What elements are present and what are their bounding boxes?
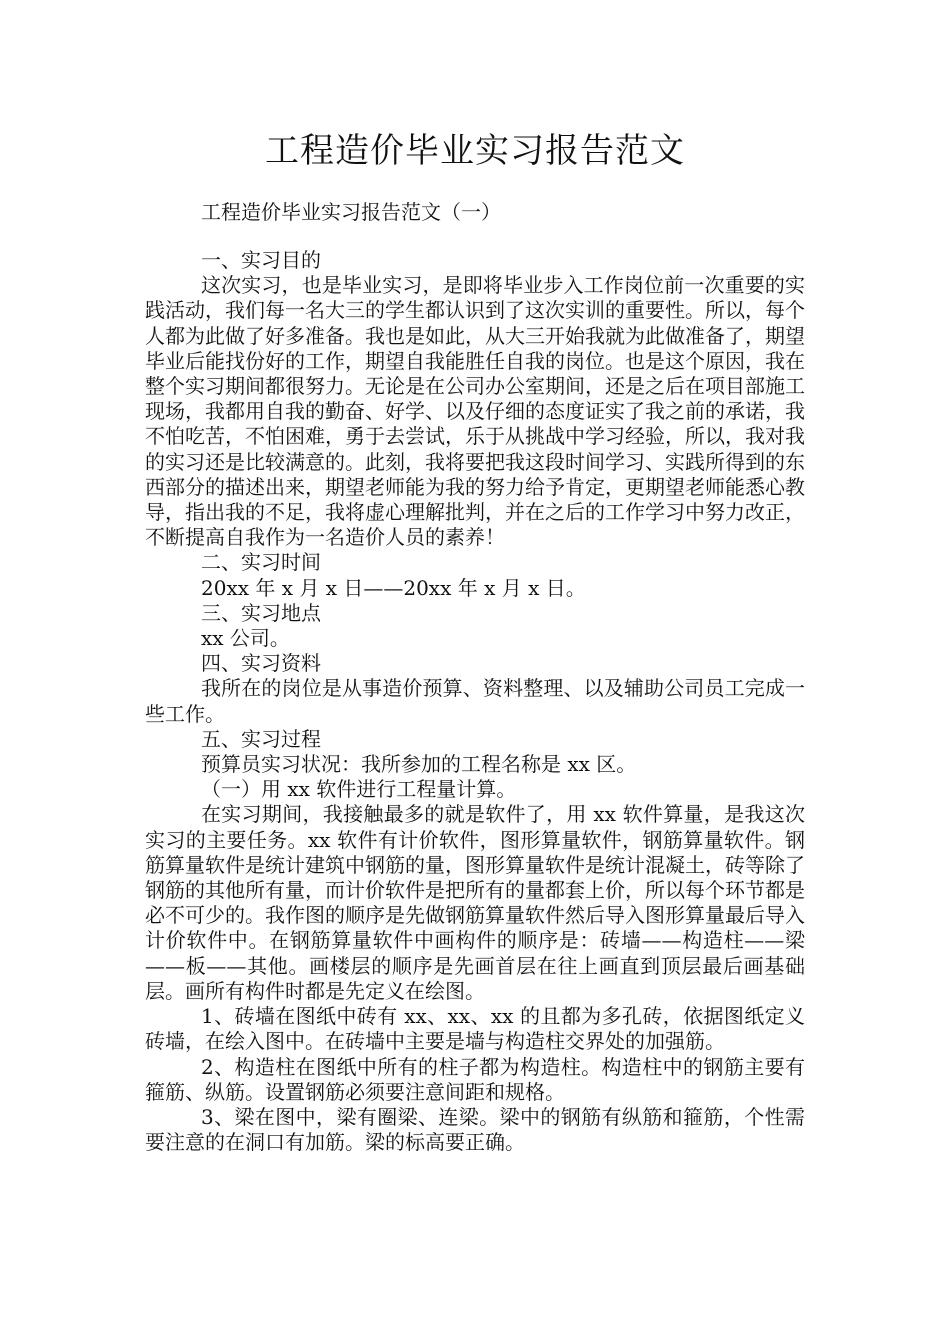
subsection-heading: （一）用 xx 软件进行工程量计算。 <box>201 777 517 802</box>
list-item: 1、砖墙在图纸中砖有 xx、xx、xx 的且都为多孔砖，依据图纸定义砖墙，在绘入图中。在砖墙中主要是墙与构造柱交界处的加强筋。 <box>145 1004 805 1054</box>
body-paragraph: xx 公司。 <box>201 626 290 651</box>
document-subtitle: 工程造价毕业实习报告范文（一） <box>201 200 501 224</box>
section-heading: 五、实习过程 <box>201 726 321 751</box>
document-text-region <box>145 248 805 1248</box>
body-paragraph: 我所在的岗位是从事造价预算、资料整理、以及辅助公司员工完成一些工作。 <box>145 676 805 726</box>
body-paragraph: 预算员实习状况：我所参加的工程名称是 xx 区。 <box>201 752 637 777</box>
document-title: 工程造价毕业实习报告范文 <box>265 131 685 171</box>
section-heading: 二、实习时间 <box>201 550 321 575</box>
document-body <box>145 248 805 1248</box>
section-heading: 四、实习资料 <box>201 651 321 676</box>
body-paragraph: 这次实习，也是毕业实习，是即将毕业步入工作岗位前一次重要的实践活动，我们每一名大三的学生都认识到了这次实训的重要性。所以，每个人都为此做了好多准备。我也是如此，从大三开始我就为此做准备了，期望毕业后能找份好的工作，期望自我能胜任自我的岗位。也是这个原因，我在整个实习期间都很努力。无论是在公司办公室期间，还是之后在项目部施工现场，我都用自我的勤奋、好学、以及仔细的态度证实了我之前的承诺，我不怕吃苦，不怕困难，勇于去尝试，乐于从挑战中学习经验，所以，我对我的实习还是比较满意的。此刻，我将要把我这段时间学习、实践所得到的东西部分的描述出来，期望老师能为我的努力给予肯定，更期望老师能悉心教导，指出我的不足，我将虚心理解批判，并在之后的工作学习中努力改正，不断提高自我作为一名造价人员的素养！ <box>145 273 805 550</box>
section-heading: 三、实习地点 <box>201 600 321 625</box>
body-paragraph: 20xx 年 x 月 x 日——20xx 年 x 月 x 日。 <box>201 575 586 600</box>
body-paragraph: 在实习期间，我接触最多的就是软件了，用 xx 软件算量，是我这次实习的主要任务。xx 软件有计价软件，图形算量软件，钢筋算量软件。钢筋算量软件是统计建筑中钢筋的量，图形算量软件是统计混凝土，砖等除了钢筋的其他所有量，而计价软件是把所有的量都套上价，所以每个环节都是必不可少的。我作图的顺序是先做钢筋算量软件然后导入图形算量最后导入计价软件中。在钢筋算量软件中画构件的顺序是：砖墙——构造柱——梁——板——其他。画楼层的顺序是先画首层在往上画直到顶层最后画基础层。画所有构件时都是先定义在绘图。 <box>145 802 805 1003</box>
list-item: 2、构造柱在图纸中所有的柱子都为构造柱。构造柱中的钢筋主要有箍筋、纵筋。设置钢筋必须要注意间距和规格。 <box>145 1054 805 1104</box>
list-item: 3、梁在图中，梁有圈梁、连梁。梁中的钢筋有纵筋和箍筋，个性需要注意的在洞口有加筋。梁的标高要正确。 <box>145 1104 805 1155</box>
section-heading: 一、实习目的 <box>201 248 321 272</box>
